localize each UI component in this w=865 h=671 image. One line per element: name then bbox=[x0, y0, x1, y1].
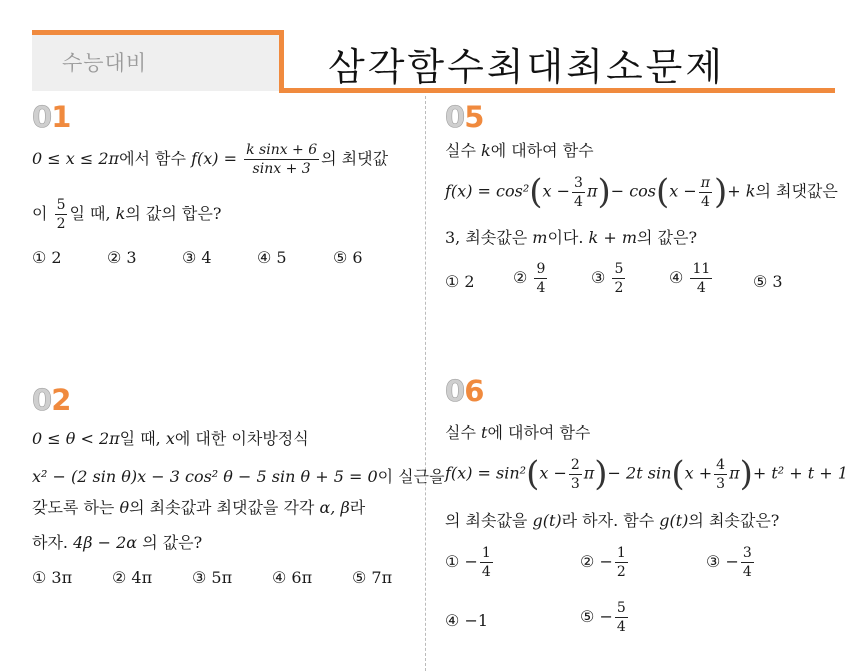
q5-option-2-mark: ② bbox=[513, 268, 528, 287]
question-number-digit: 5 bbox=[464, 100, 484, 134]
q6-frac1-den: 3 bbox=[570, 475, 580, 492]
q1-var-k: k bbox=[115, 204, 126, 223]
q1-line2 bbox=[32, 198, 221, 231]
q5-option-4-mark: ④ bbox=[669, 268, 684, 287]
q1-max-num: 5 bbox=[56, 197, 66, 213]
q6-frac2-den: 3 bbox=[716, 475, 726, 492]
q6-line2 bbox=[445, 454, 848, 494]
q2-text3: 이 실근을 bbox=[377, 467, 445, 486]
q1-option-1: ① 2 bbox=[32, 248, 62, 267]
q1-fraction bbox=[244, 143, 319, 176]
q6-text: 실수 bbox=[445, 423, 476, 442]
q1-option-5: ⑤ 6 bbox=[333, 248, 363, 267]
q6-gt: g(t) bbox=[532, 511, 562, 530]
q6-option-3 bbox=[706, 546, 756, 579]
question-number-zero: 0 bbox=[445, 100, 465, 134]
q5-option-3-mark: ③ bbox=[591, 268, 606, 287]
q1-max-den: 2 bbox=[56, 216, 66, 232]
page-title: 삼각함수최대최소문제 bbox=[328, 45, 726, 89]
q5-cos: − cos bbox=[610, 181, 657, 201]
q5-opt2-num: 9 bbox=[536, 261, 546, 277]
q2-option-1: ① 3π bbox=[32, 568, 73, 587]
q2-text2: 에 대한 이차방정식 bbox=[174, 429, 309, 448]
q2-text7: 하자. bbox=[32, 533, 68, 552]
q6-var-t: t bbox=[481, 423, 488, 442]
header-accent-top bbox=[32, 30, 283, 35]
column-divider bbox=[425, 96, 426, 671]
question-number-02 bbox=[32, 383, 70, 417]
q6-option-2 bbox=[580, 546, 630, 579]
question-number-digit: 6 bbox=[464, 374, 484, 408]
q1-numerator: k sinx + 6 bbox=[246, 142, 318, 158]
question-number-05 bbox=[445, 100, 483, 134]
q6-opt3-num: 3 bbox=[742, 545, 752, 561]
q5-paren-close: ) bbox=[597, 172, 611, 212]
q5-text3: 의 최댓값은 bbox=[755, 181, 838, 201]
q6-option-1-frac bbox=[480, 546, 493, 579]
q6-option-5-mark: ⑤ bbox=[580, 607, 595, 626]
q5-option-1: ① 2 bbox=[445, 272, 475, 291]
q5-text4: 3, 최솟값은 bbox=[445, 228, 528, 247]
q5-frac1-num: 3 bbox=[574, 174, 583, 191]
q6-frac1 bbox=[569, 458, 582, 491]
q2-text4: 갖도록 하는 bbox=[32, 498, 115, 517]
q1-text-end: 의 최댓값 bbox=[321, 149, 389, 168]
q2-domain: 0 ≤ θ < 2π bbox=[32, 429, 120, 448]
q5-sum: k + m bbox=[588, 228, 637, 247]
q6-opt5-den: 4 bbox=[616, 619, 626, 635]
q5-pi: π bbox=[586, 181, 598, 201]
q2-var-x: x bbox=[165, 429, 175, 448]
q6-opt2-num: 1 bbox=[616, 545, 626, 561]
q6-option-1 bbox=[445, 546, 495, 579]
q5-option-3 bbox=[591, 262, 627, 295]
q2-line2 bbox=[32, 469, 445, 485]
q6-arg2: x + bbox=[684, 463, 713, 483]
q2-line3 bbox=[32, 500, 365, 516]
q5-arg1: x − bbox=[542, 181, 571, 201]
q1-l2-text2: 일 때, bbox=[69, 204, 111, 223]
q2-alpha-beta: α, β bbox=[319, 498, 350, 517]
q5-var-m: m bbox=[532, 228, 548, 247]
q1-l2-text: 이 bbox=[32, 204, 48, 223]
q5-opt4-num: 11 bbox=[692, 261, 711, 277]
q2-equation: x² − (2 sin θ)x − 3 cos² θ − 5 sin θ + 5 = 0 bbox=[32, 467, 378, 486]
q5-paren-close2: ) bbox=[714, 172, 728, 212]
q6-option-3-sign: − bbox=[725, 552, 739, 571]
q5-paren-open: ( bbox=[529, 172, 543, 212]
q6-option-2-sign: − bbox=[599, 552, 613, 571]
q2-option-2: ② 4π bbox=[112, 568, 153, 587]
q6-sin: − 2t sin bbox=[607, 463, 672, 483]
q2-text: 일 때, bbox=[119, 429, 161, 448]
question-number-01 bbox=[32, 100, 70, 134]
question-number-zero: 0 bbox=[32, 383, 52, 417]
q2-text6: 라 bbox=[349, 498, 366, 517]
q2-option-5: ⑤ 7π bbox=[352, 568, 393, 587]
q5-option-3-frac bbox=[612, 262, 625, 295]
q6-opt3-den: 4 bbox=[742, 564, 752, 580]
q5-option-4-frac bbox=[690, 262, 712, 295]
q5-line3 bbox=[445, 230, 697, 246]
q6-text2: 에 대하여 함수 bbox=[487, 423, 591, 442]
q6-option-4-value: 1 bbox=[477, 611, 489, 630]
q5-option-4 bbox=[669, 262, 714, 295]
q1-max-fraction bbox=[55, 198, 68, 231]
q5-frac1 bbox=[572, 176, 585, 209]
q6-arg1: x − bbox=[539, 463, 567, 483]
q6-option-1-mark: ① bbox=[445, 552, 460, 571]
q5-text6: 의 값은? bbox=[637, 228, 698, 247]
q2-line4 bbox=[32, 535, 202, 551]
q6-opt1-den: 4 bbox=[481, 564, 491, 580]
q6-fx: f(x) = sin² bbox=[445, 463, 527, 483]
q2-expression: 4β − 2α bbox=[73, 533, 138, 552]
q5-text2: 에 대하여 함수 bbox=[490, 141, 594, 160]
q5-frac2-num: π bbox=[700, 174, 710, 191]
q5-plus-k: + k bbox=[727, 181, 756, 201]
q5-text: 실수 bbox=[445, 141, 476, 160]
q5-var-k: k bbox=[481, 141, 491, 160]
q2-text8: 의 값은? bbox=[142, 533, 203, 552]
header-accent-vertical bbox=[279, 30, 284, 92]
q6-option-5-frac bbox=[615, 601, 628, 634]
q1-denominator: sinx + 3 bbox=[252, 161, 311, 177]
q6-pi2: π bbox=[729, 463, 740, 483]
q6-option-5 bbox=[580, 601, 630, 634]
q2-option-3: ③ 5π bbox=[192, 568, 233, 587]
q5-option-5: ⑤ 3 bbox=[753, 272, 783, 291]
q5-text5: 이다. bbox=[547, 228, 584, 247]
q6-pi: π bbox=[583, 463, 595, 483]
q6-paren-close2: ) bbox=[739, 454, 753, 494]
subject-label: 수능대비 bbox=[62, 51, 148, 75]
question-number-zero: 0 bbox=[32, 100, 52, 134]
q5-opt3-num: 5 bbox=[614, 261, 624, 277]
q1-text: 에서 함수 bbox=[119, 149, 186, 168]
q5-paren-open2: ( bbox=[656, 172, 670, 212]
q6-frac2 bbox=[714, 458, 727, 491]
q5-frac2-den: 4 bbox=[700, 193, 710, 210]
question-number-06 bbox=[445, 374, 483, 408]
q5-opt3-den: 2 bbox=[614, 280, 624, 296]
q6-paren-open: ( bbox=[526, 454, 540, 494]
q5-option-2 bbox=[513, 262, 549, 295]
q1-line1 bbox=[32, 143, 388, 176]
q6-option-2-mark: ② bbox=[580, 552, 595, 571]
q1-option-3: ③ 4 bbox=[182, 248, 212, 267]
q6-line3 bbox=[445, 513, 779, 529]
question-number-digit: 1 bbox=[51, 100, 71, 134]
q2-var-theta: θ bbox=[119, 498, 130, 517]
q6-text5: 의 최솟값은? bbox=[688, 511, 780, 530]
q6-option-2-frac bbox=[615, 546, 628, 579]
q6-option-4-sign: − bbox=[464, 611, 478, 630]
q6-option-3-frac bbox=[741, 546, 754, 579]
q5-arg2: x − bbox=[669, 181, 697, 201]
q6-tail: + t² + t + 1 bbox=[752, 463, 848, 483]
q1-option-2: ② 3 bbox=[107, 248, 137, 267]
q6-paren-open2: ( bbox=[671, 454, 685, 494]
q5-frac1-den: 4 bbox=[574, 193, 583, 210]
q6-opt2-den: 2 bbox=[616, 564, 626, 580]
q5-opt4-den: 4 bbox=[696, 280, 706, 296]
q6-line1 bbox=[445, 425, 590, 441]
question-number-zero: 0 bbox=[445, 374, 465, 408]
q6-option-3-mark: ③ bbox=[706, 552, 721, 571]
q5-line2 bbox=[445, 172, 838, 212]
q2-option-4: ④ 6π bbox=[272, 568, 313, 587]
q6-frac2-num: 4 bbox=[716, 456, 726, 473]
q6-frac1-num: 2 bbox=[570, 456, 580, 473]
q6-option-4-mark: ④ bbox=[445, 611, 460, 630]
q1-option-4: ④ 5 bbox=[257, 248, 287, 267]
q6-paren-close: ) bbox=[594, 454, 608, 494]
q5-line1 bbox=[445, 143, 594, 159]
q6-opt5-num: 5 bbox=[616, 600, 626, 616]
q6-text4: 라 하자. 함수 bbox=[561, 511, 655, 530]
q6-option-5-sign: − bbox=[599, 607, 613, 626]
question-number-digit: 2 bbox=[51, 383, 71, 417]
q5-opt2-den: 4 bbox=[536, 280, 546, 296]
q5-frac2 bbox=[699, 176, 712, 209]
q1-domain: 0 ≤ x ≤ 2π bbox=[32, 149, 120, 168]
q2-line1 bbox=[32, 431, 309, 447]
q1-l2-text3: 의 값의 합은? bbox=[125, 204, 222, 223]
q6-opt1-num: 1 bbox=[481, 545, 491, 561]
q6-option-4 bbox=[445, 611, 488, 630]
q6-gt2: g(t) bbox=[659, 511, 689, 530]
q5-fx: f(x) = cos² bbox=[445, 181, 530, 201]
q6-option-1-sign: − bbox=[464, 552, 478, 571]
q6-text3: 의 최솟값을 bbox=[445, 511, 528, 530]
q5-option-2-frac bbox=[534, 262, 547, 295]
q1-function: f(x) = bbox=[191, 149, 237, 168]
q2-text5: 의 최솟값과 최댓값을 각각 bbox=[129, 498, 315, 517]
